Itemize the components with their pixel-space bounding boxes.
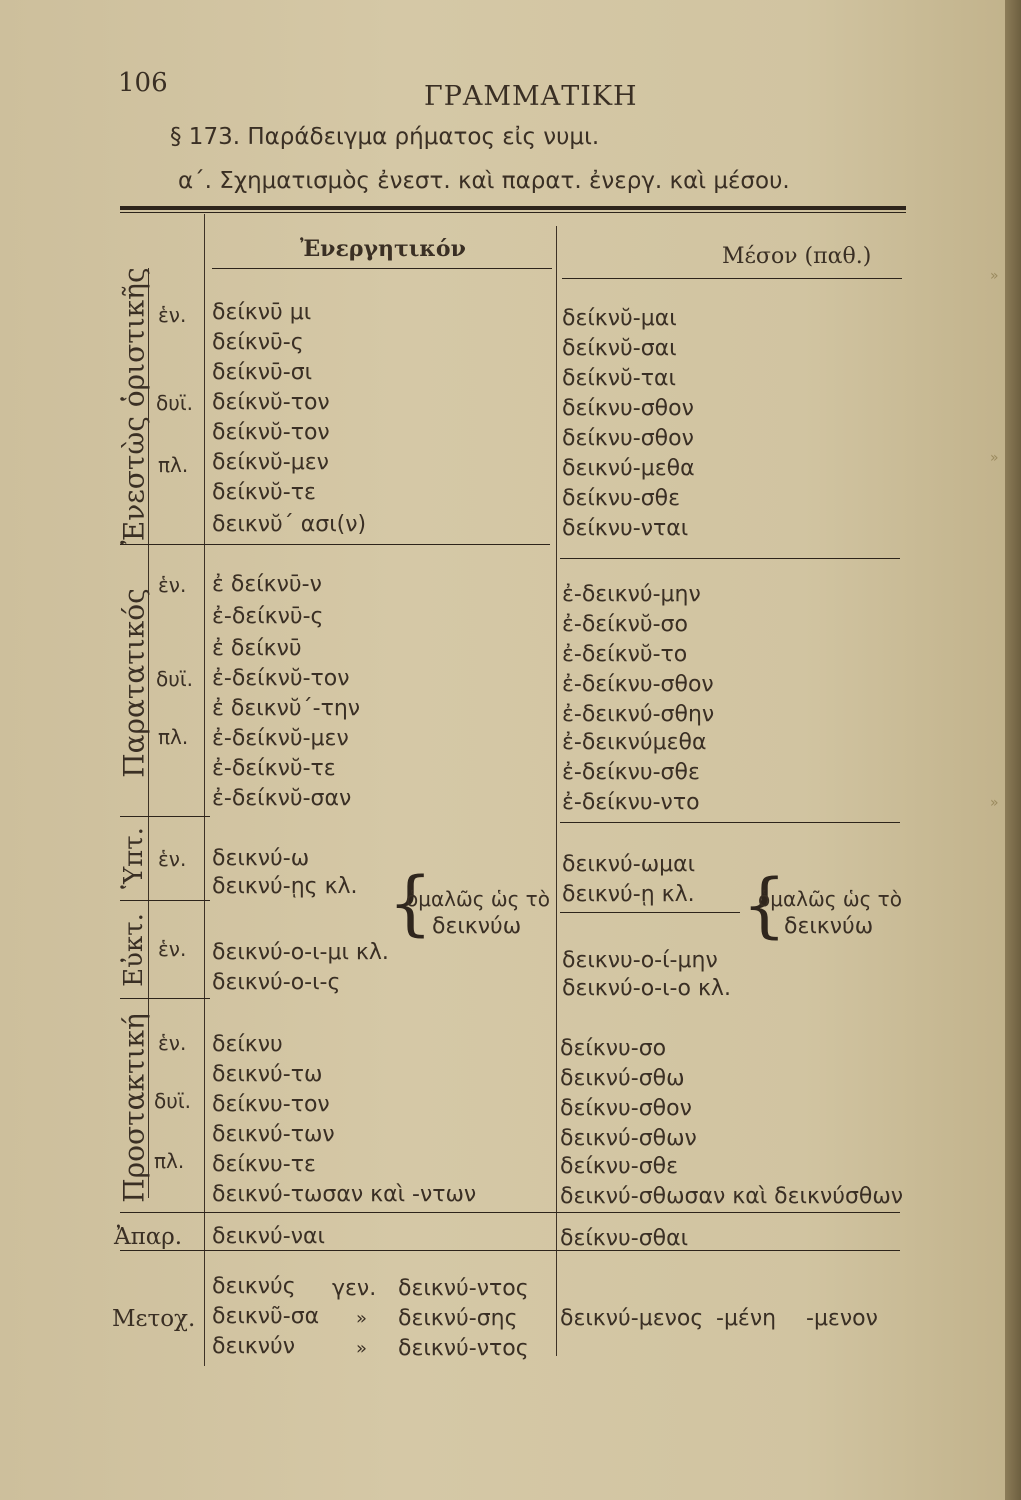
regular-note-active-line2: δεικνύω xyxy=(432,914,522,939)
form-cell: -μενον xyxy=(806,1306,878,1331)
form-cell: δείκνῠ-τον xyxy=(212,420,330,445)
form-cell: δείκνῠ-σαι xyxy=(562,336,677,361)
form-cell: ἐ-δείκνυ-ντο xyxy=(562,790,700,815)
form-cell: ἐ δείκνῡ xyxy=(212,636,302,661)
mood-optative: Εὐκτ. xyxy=(119,913,149,987)
form-cell: ἐ-δείκνῠ-σο xyxy=(562,612,688,637)
form-cell: δεικνύ-ω xyxy=(212,846,310,871)
form-cell: δείκνυ-σθον xyxy=(562,396,694,421)
form-cell: δεικνύ-τωσαν καὶ -ντων xyxy=(212,1182,477,1207)
divider-middle xyxy=(556,226,557,1356)
form-cell: δείκνυ-νται xyxy=(562,516,689,541)
form-cell: δείκνῠ-μεν xyxy=(212,450,329,475)
rule-optative xyxy=(120,998,210,999)
form-cell: δείκνυ-τε xyxy=(212,1152,316,1177)
form-cell: δεικνύ-μενος xyxy=(560,1306,704,1331)
form-cell: δεικνύν xyxy=(212,1334,296,1359)
form-cell: δείκνυ-σθαι xyxy=(560,1226,689,1251)
top-rule-thin xyxy=(120,212,906,213)
form-cell: δεικνύ-ο-ι-ο κλ. xyxy=(562,976,731,1001)
form-cell: ἐ-δεικνύμεθα xyxy=(562,730,707,755)
form-cell: ἐ-δείκνῡ-ς xyxy=(212,604,324,629)
number-sg: ἑν. xyxy=(158,937,187,961)
rule-imperative xyxy=(120,1212,900,1213)
form-cell: δεικνύ-μεθα xyxy=(562,456,695,481)
rule-imperfect-middle xyxy=(560,822,900,823)
form-cell: δεικνύ-ντος xyxy=(398,1276,529,1301)
mood-imperative: Προστακτική xyxy=(117,1013,151,1203)
form-cell: ἐ-δείκνῠ-το xyxy=(562,642,688,667)
form-cell: ἐ-δείκνῠ-τον xyxy=(212,666,350,691)
rule-middle-header xyxy=(562,278,902,279)
genitive-label: γεν. xyxy=(332,1276,377,1301)
ditto-mark: » xyxy=(356,1308,368,1329)
form-cell: δείκνῡ-σι xyxy=(212,360,313,385)
divider-left xyxy=(204,214,205,1366)
form-cell: -μένη xyxy=(716,1306,777,1331)
number-pl: πλ. xyxy=(158,453,189,477)
margin-mark: » xyxy=(990,450,999,466)
form-cell: δεικνύ-ο-ι-ς xyxy=(212,970,341,995)
number-du: δυϊ. xyxy=(154,1089,191,1113)
form-cell: δεικνύ-ωμαι xyxy=(562,852,696,877)
mood-infinitive: Ἀπαρ. xyxy=(114,1224,183,1250)
page-edge xyxy=(1005,0,1021,1500)
form-cell: ἐ-δείκνυ-σθον xyxy=(562,672,714,697)
mood-participle: Μετοχ. xyxy=(112,1306,196,1332)
number-du: δυϊ. xyxy=(156,391,193,415)
section-heading: § 173. Παράδειγμα ρήματος εἰς νυμι. xyxy=(170,124,600,150)
number-pl: πλ. xyxy=(154,1149,185,1173)
form-cell: δεικνῦ-σα xyxy=(212,1304,320,1329)
form-cell: δείκνυ xyxy=(212,1032,283,1057)
rule-subjunctive-middle xyxy=(560,912,740,913)
form-cell: δεικνύ-τω xyxy=(212,1062,323,1087)
form-cell: δείκνῠ-τε xyxy=(212,480,316,505)
form-cell: δείκνυ-σθον xyxy=(560,1096,692,1121)
regular-note-middle-line1: ὁμαλῶς ὡς τὸ xyxy=(758,887,902,911)
form-cell: δεικνύ-των xyxy=(212,1122,335,1147)
form-cell: δείκνυ-σο xyxy=(560,1036,667,1061)
number-sg: ἑν. xyxy=(158,303,187,327)
form-cell: ἐ-δείκνῠ-μεν xyxy=(212,726,349,751)
rule-subjunctive xyxy=(120,900,210,901)
running-title: ΓΡΑΜΜΑΤΙΚΗ xyxy=(424,81,638,112)
brace-active: { xyxy=(388,862,433,944)
rule-indicative-middle xyxy=(560,558,900,559)
form-cell: δεικνῠ΄ ασι(ν) xyxy=(212,512,367,537)
form-cell: δείκνῠ-ται xyxy=(562,366,676,391)
page-number: 106 xyxy=(118,68,168,98)
column-middle-header: Μέσον (παθ.) xyxy=(722,244,872,269)
mood-subjunctive: Ὑπτ. xyxy=(119,827,149,889)
form-cell: δεικνύ-σης xyxy=(398,1306,518,1331)
number-sg: ἑν. xyxy=(158,1031,187,1055)
number-du: δυϊ. xyxy=(156,667,193,691)
form-cell: ἐ δείκνῡ-ν xyxy=(212,572,322,597)
rule-active-header xyxy=(212,268,552,269)
rule-indicative xyxy=(120,544,550,545)
form-cell: ἐ-δείκνυ-σθε xyxy=(562,760,700,785)
form-cell: δείκνυ-σθε xyxy=(560,1154,679,1179)
form-cell: ἐ-δεικνύ-μην xyxy=(562,582,701,607)
margin-mark: » xyxy=(990,268,999,284)
regular-note-active-line1: ὁμαλῶς ὡς τὸ xyxy=(406,887,550,911)
form-cell: δείκνῠ-μαι xyxy=(562,306,677,331)
margin-mark: » xyxy=(990,795,999,811)
number-sg: ἑν. xyxy=(158,847,187,871)
form-cell: δεικνύ-ο-ι-μι κλ. xyxy=(212,940,389,965)
form-cell: ἐ-δείκνῠ-σαν xyxy=(212,786,352,811)
form-cell: ἐ δεικνῠ΄-την xyxy=(212,696,361,721)
form-cell: δείκνυ-τον xyxy=(212,1092,330,1117)
form-cell: ἐ-δεικνύ-σθην xyxy=(562,702,715,727)
rule-infinitive xyxy=(120,1250,900,1251)
form-cell: δείκνυ-σθε xyxy=(562,486,681,511)
section-subheading: α΄. Σχηματισμὸς ἐνεστ. καὶ παρατ. ἐνεργ. καὶ μέσου. xyxy=(178,168,790,194)
mood-indicative-present: Ἐνεστὼς ὁριστικῆς xyxy=(117,267,151,545)
top-rule xyxy=(120,206,906,210)
number-sg: ἑν. xyxy=(158,573,187,597)
form-cell: δεικνύ-ῃ κλ. xyxy=(562,882,695,907)
rule-imperfect xyxy=(120,816,210,817)
form-cell: δείκνῡ μι xyxy=(212,300,312,325)
form-cell: δεικνύ-σθωσαν καὶ δεικνύσθων xyxy=(560,1184,904,1209)
form-cell: ἐ-δείκνῠ-τε xyxy=(212,756,336,781)
form-cell: δεικνύ-σθων xyxy=(560,1126,697,1151)
form-cell: δεικνύ-ντος xyxy=(398,1336,529,1361)
form-cell: δεικνύ-σθω xyxy=(560,1066,685,1091)
form-cell: δείκνυ-σθον xyxy=(562,426,694,451)
column-active-header: Ἐνεργητικόν xyxy=(300,236,466,262)
form-cell: δεικνύ-ναι xyxy=(212,1224,325,1249)
form-cell: δεικνυ-ο-ί-μην xyxy=(562,948,718,973)
number-pl: πλ. xyxy=(158,725,189,749)
form-cell: δεικνύς xyxy=(212,1274,296,1299)
mood-imperfect: Παρατατικός xyxy=(117,588,151,778)
form-cell: δείκνῠ-τον xyxy=(212,390,330,415)
form-cell: δεικνύ-ῃς κλ. xyxy=(212,874,358,899)
form-cell: δείκνῡ-ς xyxy=(212,330,304,355)
brace-middle: { xyxy=(742,864,787,946)
regular-note-middle-line2: δεικνύω xyxy=(784,914,874,939)
ditto-mark: » xyxy=(356,1338,368,1359)
